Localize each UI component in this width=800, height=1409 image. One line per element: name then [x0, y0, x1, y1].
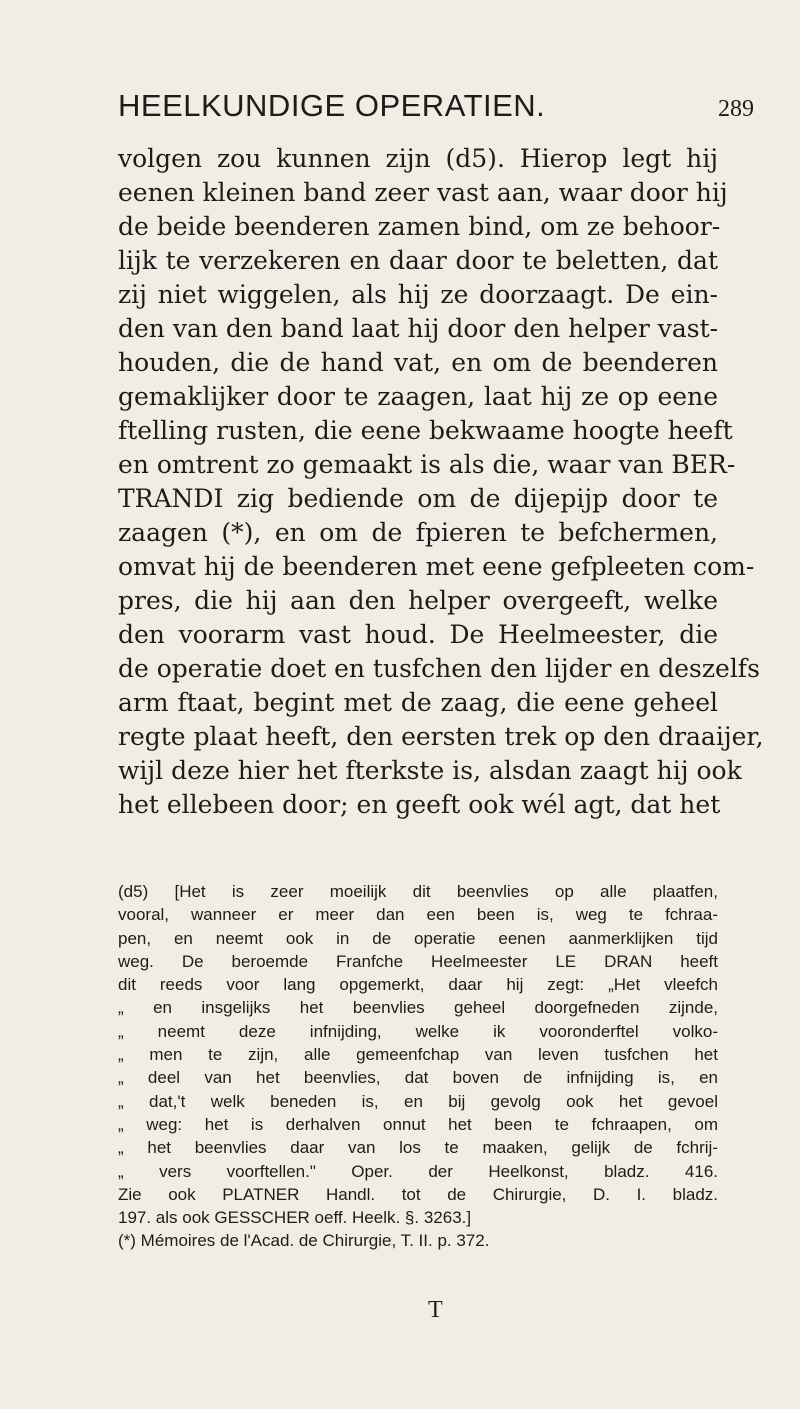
body-line: gemaklijker door te zaagen, laat hij ze op eene	[118, 382, 718, 411]
footnote-line: pen, en neemt ook in de operatie eenen aanmerklijken tijd	[118, 928, 718, 948]
footnote-line: vooral, wanneer er meer dan een been is, weg te fchraa-	[118, 905, 718, 925]
body-line: de operatie doet en tusfchen den lijder en deszelfs	[118, 654, 760, 683]
footnote-line: weg. De beroemde Franfche Heelmeester LE DRAN heeft	[118, 951, 718, 971]
body-line: zaagen (*), en om de fpieren te befchermen,	[118, 518, 718, 547]
body-text	[118, 142, 764, 822]
body-line: en omtrent zo gemaakt is als die, waar van BER-	[118, 450, 736, 479]
body-line: eenen kleinen band zeer vast aan, waar door hij	[118, 178, 728, 207]
footnote-line: „ dat,'t welk beneden is, en bij gevolg ook het gevoel	[118, 1091, 718, 1111]
body-line: den van den band laat hij door den helper vast-	[118, 314, 719, 343]
footnote-line: „ weg: het is derhalven onnut het been te fchraapen, om	[118, 1114, 718, 1134]
signature-mark: T	[428, 1297, 443, 1323]
body-line: lijk te verzekeren en daar door te beletten, dat	[118, 246, 718, 275]
footnote-line: 197. als ook GESSCHER oeff. Heelk. §. 3263.]	[118, 1208, 472, 1228]
body-line: volgen zou kunnen zijn (d5). Hierop legt hij	[118, 144, 718, 173]
footnotes	[118, 880, 718, 1253]
body-line: den voorarm vast houd. De Heelmeester, die	[118, 620, 718, 649]
body-line: pres, die hij aan den helper overgeeft, welke	[118, 586, 718, 615]
body-line: wijl deze hier het fterkste is, alsdan zaagt hij ook	[118, 756, 742, 785]
page-number: 289	[718, 96, 754, 122]
footnote-line: dit reeds voor lang opgemerkt, daar hij zegt: „Het vleefch	[118, 975, 718, 995]
running-head: HEELKUNDIGE OPERATIEN.	[118, 88, 546, 123]
footnote-line: „ vers voorftellen." Oper. der Heelkonst, bladz. 416.	[118, 1161, 718, 1181]
body-line: ftelling rusten, die eene bekwaame hoogte heeft	[118, 416, 733, 445]
body-line: houden, die de hand vat, en om de beenderen	[118, 348, 718, 377]
body-line: arm ftaat, begint met de zaag, die eene geheel	[118, 688, 718, 717]
footnote-line: „ en insgelijks het beenvlies geheel doorgefneden zijnde,	[118, 998, 718, 1018]
body-line: het ellebeen door; en geeft ook wél agt, dat het	[118, 790, 721, 819]
footnote-line: (d5) [Het is zeer moeilijk dit beenvlies op alle plaatfen,	[118, 882, 718, 901]
body-line: regte plaat heeft, den eersten trek op den draaijer,	[118, 722, 764, 751]
body-line: TRANDI zig bediende om de dijepijp door te	[118, 484, 718, 513]
footnote-line: Zie ook PLATNER Handl. tot de Chirurgie, D. I. bladz.	[118, 1184, 718, 1204]
footnote-line: „ deel van het beenvlies, dat boven de infnijding is, en	[118, 1068, 718, 1088]
body-line: zij niet wiggelen, als hij ze doorzaagt. De ein-	[118, 280, 718, 309]
footnote-line: (*) Mémoires de l'Acad. de Chirurgie, T. II. p. 372.	[118, 1231, 490, 1251]
footnote-line: „ neemt deze infnijding, welke ik vooronderftel volko-	[118, 1021, 718, 1041]
footnote-line: „ het beenvlies daar van los te maaken, gelijk de fchrij-	[118, 1138, 718, 1158]
body-line: de beide beenderen zamen bind, om ze behoor-	[118, 212, 721, 241]
body-line: omvat hij de beenderen met eene gefpleeten com-	[118, 552, 755, 581]
footnote-line: „ men te zijn, alle gemeenfchap van leven tusfchen het	[118, 1045, 718, 1065]
